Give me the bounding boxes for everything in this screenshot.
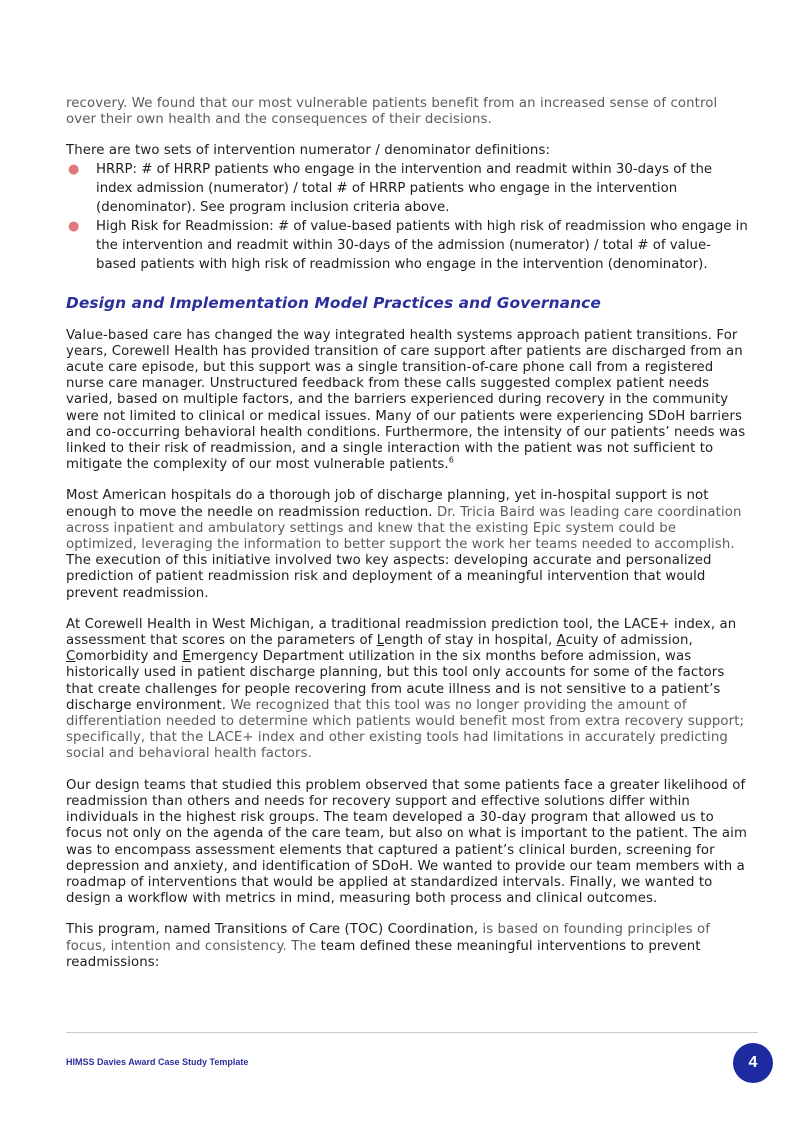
paragraph-text: The execution of this initiative involved two key aspects: developing accurate and personalized prediction of patient readmission risk and deployment of a meaningful intervention that would prevent readmission. bbox=[66, 553, 712, 601]
paragraph-value-based-care bbox=[66, 328, 750, 474]
paragraph-text: mergency Department utilization in the six months before admission, was historically used in patient discharge planning, but this tool only accounts for some of the factors that create challenges for people recovering from acute illness and is not sensitive to a patient’s discharge environment. bbox=[66, 649, 725, 713]
paragraph-text-muted: Dr. Tricia Baird was leading care coordination across inpatient and ambulatory settings and knew that the existing Epic system could be optimized, leveraging the information to better support the work her teams needed to accomplish. bbox=[66, 504, 742, 553]
footnote-marker: 6 bbox=[448, 455, 454, 465]
paragraph-text-muted: We recognized that this tool was no longer providing the amount of differentiation needed to determine which patients would benefit most from extra recovery support; specifically, that the LACE+ index and other existing tools had limitations in accurately predicting social and behavioral health factors. bbox=[66, 697, 745, 762]
acronym-letter: A bbox=[556, 633, 566, 649]
paragraph-text: team defined these meaningful interventions to prevent readmissions: bbox=[66, 938, 701, 970]
list-item bbox=[66, 160, 750, 217]
paragraph-discharge-planning bbox=[66, 488, 750, 601]
list-item-text: HRRP: # of HRRP patients who engage in the intervention and readmit within 30-days of the index admission (numerator) / total # of HRRP patients who engage in the intervention (denominator). See program inclusion criteria above. bbox=[96, 161, 713, 215]
footer-label: HIMSS Davies Award Case Study Template bbox=[66, 1057, 249, 1067]
acronym-letter: L bbox=[376, 633, 385, 649]
paragraph-text: This program, named Transitions of Care (TOC) Coordination, bbox=[66, 922, 479, 938]
footer-divider bbox=[66, 1032, 758, 1033]
bullet-icon: ● bbox=[68, 218, 80, 234]
paragraph-text: At Corewell Health in West Michigan, a traditional readmission prediction tool, the LACE+ index, an assessment that scores on the parameters of bbox=[66, 616, 737, 649]
section-heading: Design and Implementation Model Practices and Governance bbox=[66, 293, 601, 312]
paragraph-text: cuity of admission, bbox=[565, 633, 693, 649]
paragraph-text: Value-based care has changed the way integrated health systems approach patient transitions. For years, Corewell Health has provided transition of care support after patients are discharged from an acute care episode, but this support was a single transition-of-care phone call from a registered nurse care manager. Unstructured feedback from these calls suggested complex patient needs varied, based on multiple factors, and the barriers experienced during recovery in the community were not limited to clinical or medical issues. Many of our patients were experiencing SDoH barriers and co-occurring behavioral health conditions. Furthermore, the intensity of our patients’ needs was linked to their risk of readmission, and a single interaction with the patient was not sufficient to mitigate the complexity of our most vulnerable patients. bbox=[66, 327, 746, 473]
paragraph-lace-index bbox=[66, 617, 750, 763]
paragraph-toc-program bbox=[66, 922, 750, 971]
definitions-list bbox=[66, 160, 750, 274]
paragraph-design-teams: Our design teams that studied this problem observed that some patients face a greater likelihood of readmission than others and needs for recovery support and effective solutions differ within individuals in the highest risk groups. The team developed a 30-day program that allowed us to focus not only on the agenda of the care team, but also on what is important to the patient. The aim was to encompass assessment elements that captured a patient’s clinical burden, screening for depression and anxiety, and identification of SDoH. We wanted to provide our team members with a roadmap of interventions that would be applied at standardized intervals. Finally, we wanted to design a workflow with metrics in mind, measuring both process and clinical outcomes. bbox=[66, 777, 748, 907]
paragraph-text: omorbidity and bbox=[75, 649, 183, 665]
page-number-badge: 4 bbox=[733, 1043, 773, 1083]
paragraph-text: ength of stay in hospital, bbox=[384, 633, 557, 649]
intro-paragraph: recovery. We found that our most vulnerable patients benefit from an increased sense of control over their own health and the consequences of their decisions. bbox=[66, 96, 718, 128]
paragraph-text-muted: is based on founding principles of focus, intention and consistency. The bbox=[66, 922, 711, 954]
definitions-intro: There are two sets of intervention numerator / denominator definitions: bbox=[66, 143, 551, 159]
bullet-icon: ● bbox=[68, 161, 80, 177]
document-body bbox=[66, 96, 750, 971]
list-item-text: High Risk for Readmission: # of value-based patients with high risk of readmission who engage in the intervention and readmit within 30-days of the admission (numerator) / total # of value-based patients with high risk of readmission who engage in the intervention (denominator). bbox=[96, 218, 748, 272]
paragraph-text: Most American hospitals do a thorough job of discharge planning, yet in-hospital support is not enough to move the needle on readmission reduction. bbox=[66, 488, 709, 520]
acronym-letter: E bbox=[182, 649, 191, 665]
list-item bbox=[66, 217, 750, 274]
acronym-letter: C bbox=[66, 649, 76, 665]
